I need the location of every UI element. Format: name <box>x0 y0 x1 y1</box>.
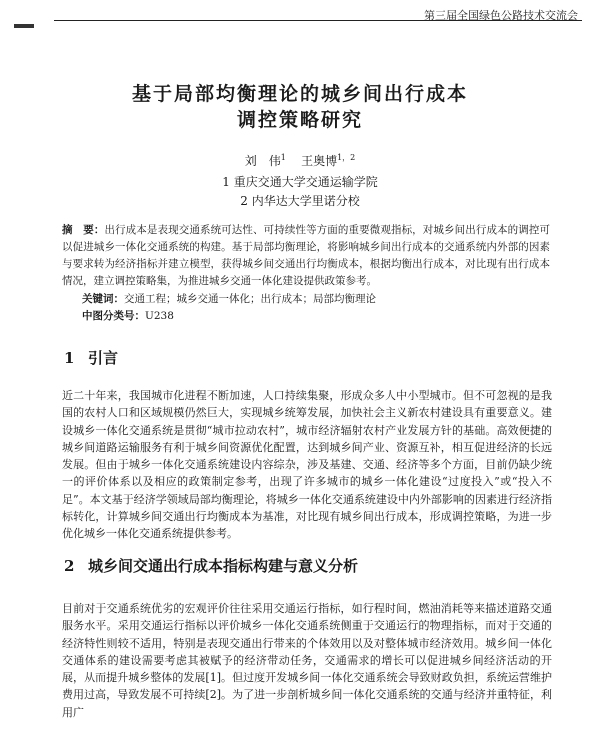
abstract-text: 出行成本是表现交通系统可达性、可持续性等方面的重要微观指标，对城乡间出行成本的调控可以促进城乡一体化交通系统的构建。基于局部均衡理论，将影响城乡间出行成本的交通系统内外部的因素与要求转为经济指标并建立模型，获得城乡间交通出行均衡成本，根据均衡出行成本，对比现有出行成本情况，建立调控策略集，为推进城乡交通一体化建设提供政策参考。 <box>62 224 551 287</box>
clc-label: 中图分类号： <box>82 310 145 322</box>
section-title: 引言 <box>88 349 119 367</box>
clc-value: U238 <box>145 310 174 322</box>
author-affiliation-mark: 1 <box>280 153 286 162</box>
section-title: 城乡间交通出行成本指标构建与意义分析 <box>88 557 359 575</box>
abstract-label: 摘 要： <box>62 224 105 236</box>
author-affiliation-mark: 1，2 <box>337 153 356 162</box>
author-line <box>0 152 600 169</box>
affiliation: 2 内华达大学里诺分校 <box>240 194 360 208</box>
corner-mark <box>14 24 34 28</box>
keywords-label: 关键词： <box>82 293 124 305</box>
keywords <box>82 291 376 306</box>
section-heading <box>64 347 118 368</box>
paper-title-line2: 调控策略研究 <box>236 109 363 131</box>
paper-title-line1: 基于局部均衡理论的城乡间出行成本 <box>131 83 468 105</box>
running-header: 第三届全国绿色公路技术交流会 <box>424 9 578 22</box>
abstract <box>62 222 550 290</box>
section-heading <box>64 555 358 576</box>
section-paragraph: 目前对于交通系统优劣的宏观评价往往采用交通运行指标，如行程时间，燃油消耗等来描述道路交通服务水平。采用交通运行指标以评价城乡一体化交通系统侧重于交通运行的物理指标，而对于交通的经济特性则较不适用，特别是表现交通出行带来的个体效用以及对整体城市经济效用。城乡间一体化交通体系的建设需要考虑其被赋予的经济带动任务，交通需求的增长可以促进城乡间经济活动的开展，从而提升城乡整体的发展[1]。但过度开发城乡间一体化交通系统会导致财政负担，系统运营维护费用过高，导致发展不可持续[2]。为了进一步剖析城乡间一体化交通系统的交通与经济并重特征，利用广 <box>62 602 552 719</box>
author-name: 王奥博 <box>301 154 338 168</box>
keywords-text: 交通工程；城乡交通一体化；出行成本；局部均衡理论 <box>124 293 376 305</box>
classification-number <box>82 308 174 323</box>
section-paragraph: 近二十年来，我国城市化进程不断加速，人口持续集聚，形成众多人中小型城市。但不可忽视的是我国的农村人口和区域规模仍然巨大，实现城乡统筹发展，加快社会主义新农村建设具有重要意义。建设城乡一体化交通系统是贯彻“城市拉动农村”，城市经济辐射农村产业发展方针的基础。高效便捷的城乡间道路运输服务有利于城乡间资源优化配置，达到城乡间产业、资源互补，相互促进经济的长远发展。但由于城乡一体化交通系统建设内容综杂，涉及基建、交通、经济等多个方面，目前仍缺少统一的评价体系以及相应的政策制定参考，出现了许多城市的城乡一体化建设“过度投入”或“投入不足”。本文基于经济学领域局部均衡理论，将城乡一体化交通系统建设中内外部影响的因素进行经济指标转化，计算城乡间交通出行均衡成本为基准，对比现有城乡间出行成本，形成调控策略，为进一步优化城乡一体化交通系统提供参考。 <box>62 389 552 541</box>
section-number: 2 <box>64 557 75 575</box>
section-number: 1 <box>64 349 75 367</box>
author-name: 刘 伟 <box>244 154 281 168</box>
affiliation: 1 重庆交通大学交通运输学院 <box>222 175 378 189</box>
